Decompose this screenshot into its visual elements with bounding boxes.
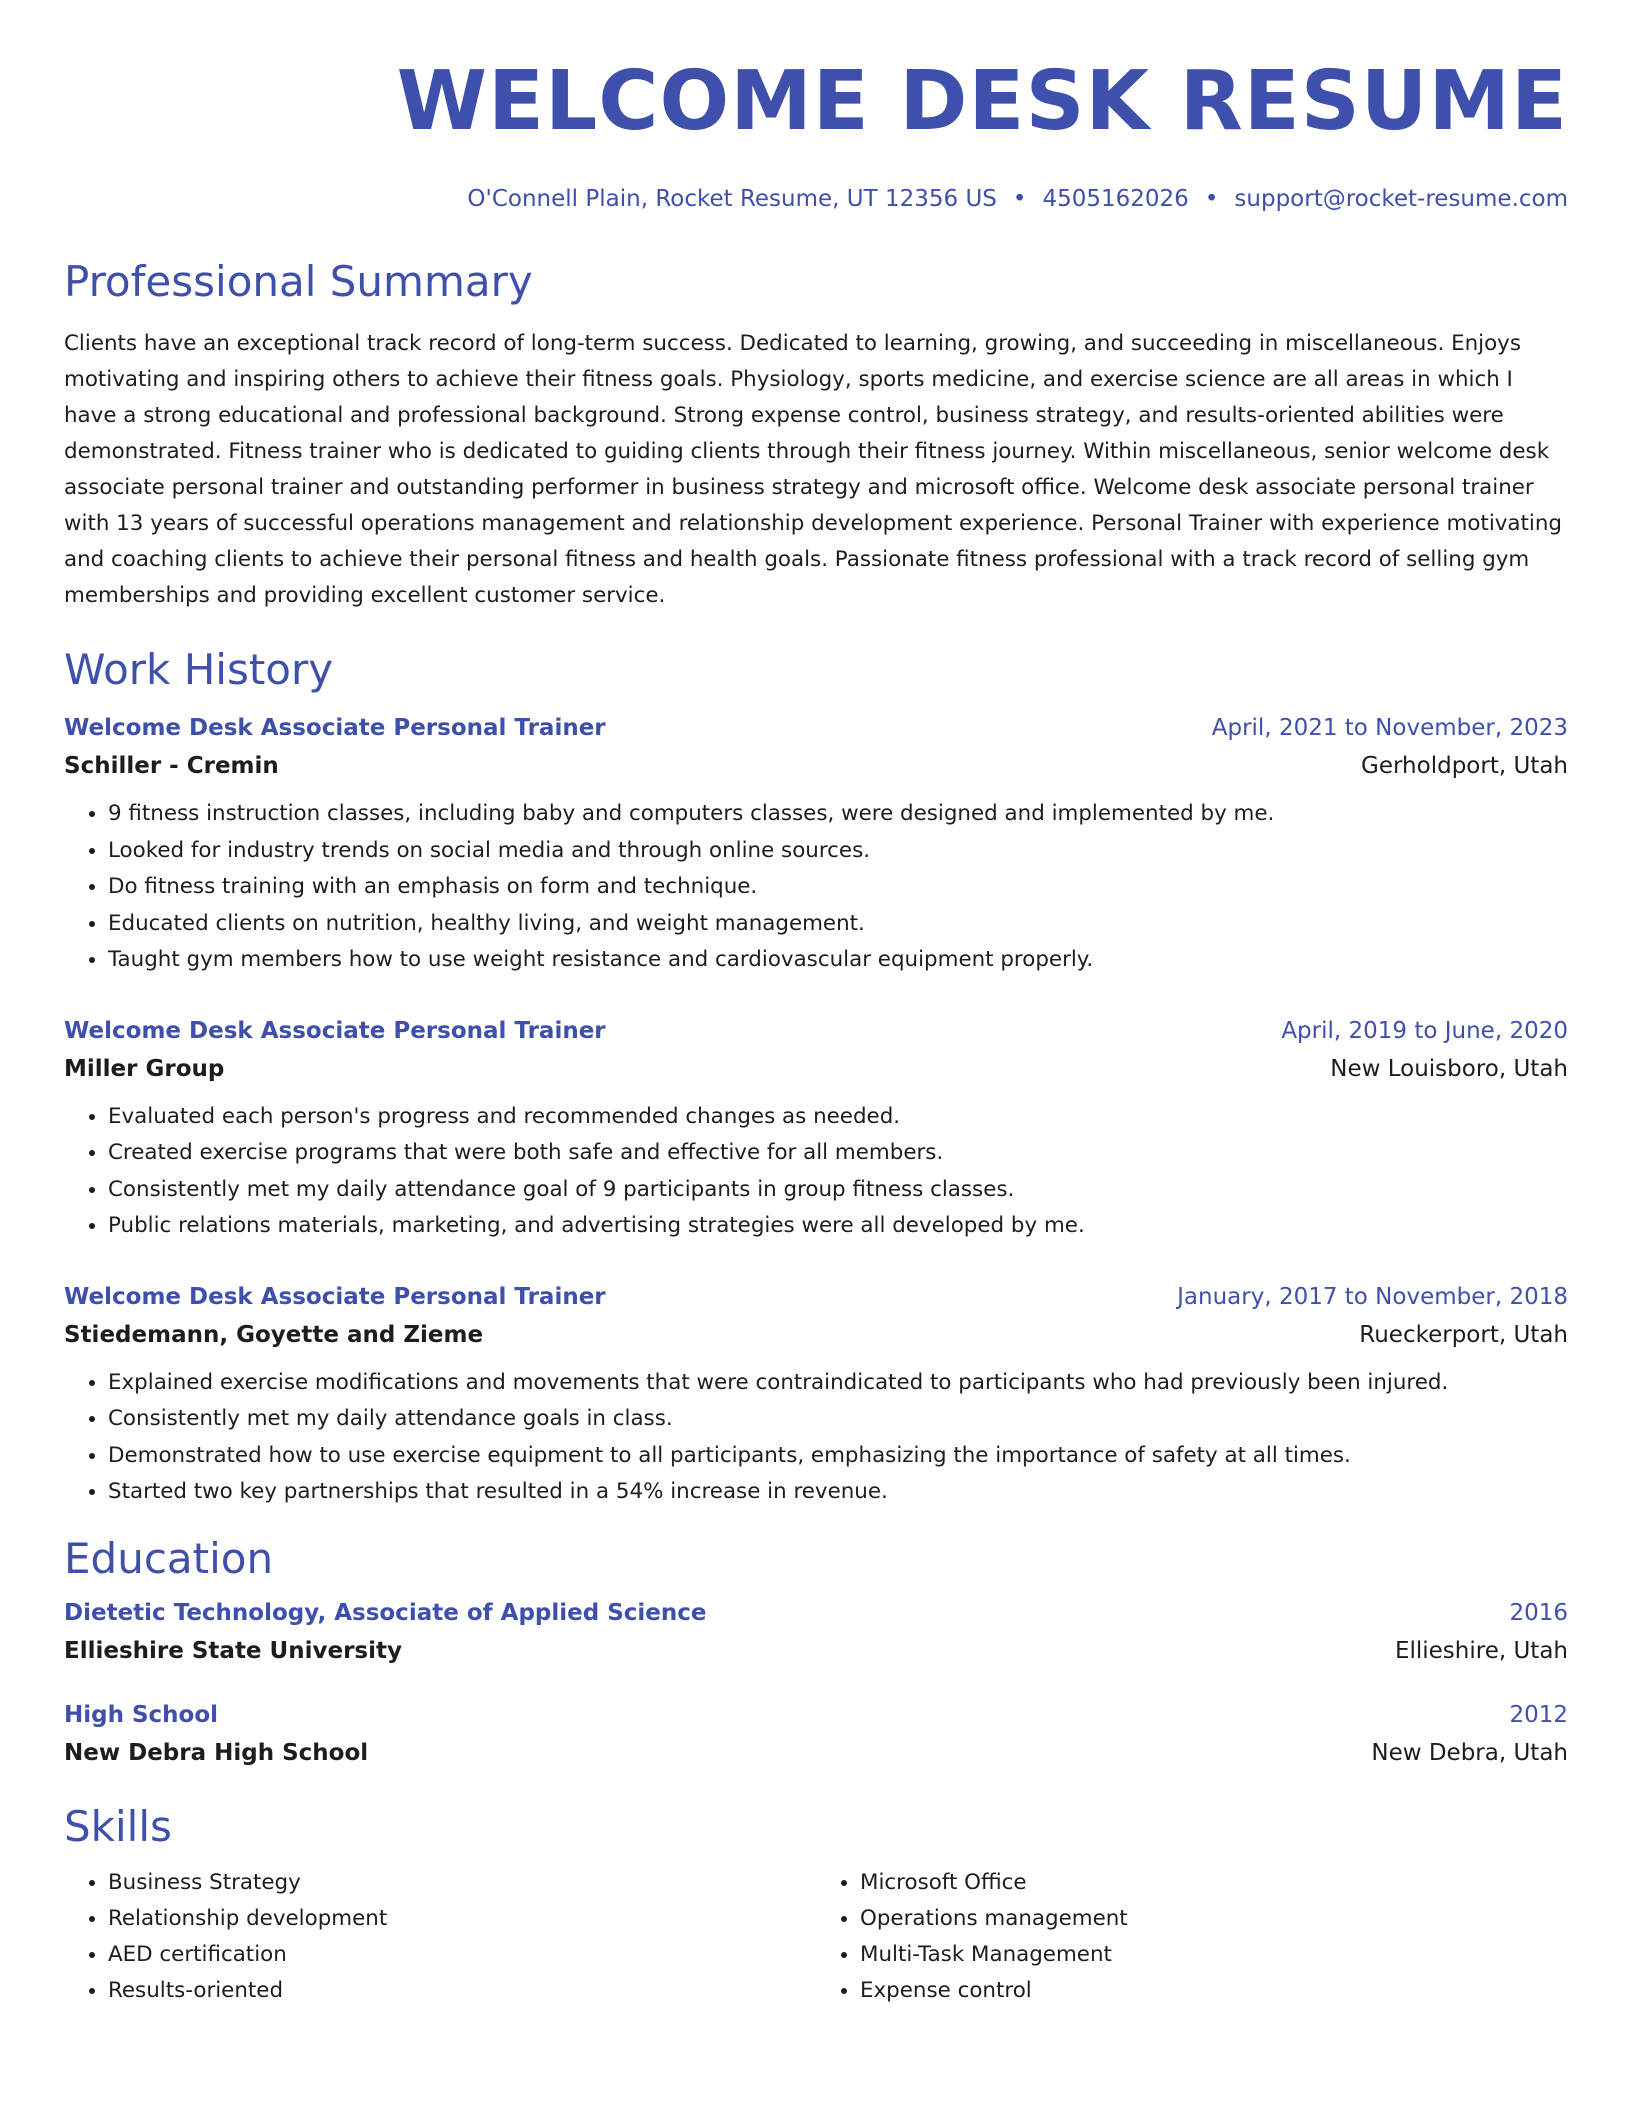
resume-name: WELCOME DESK RESUME — [396, 54, 1568, 149]
job-title: Welcome Desk Associate Personal Trainer — [64, 1283, 606, 1310]
contact-phone: 4505162026 — [1042, 186, 1189, 212]
job-bullet: • Educated clients on nutrition, healthy living, and weight management. — [108, 906, 1568, 943]
job-company: Miller Group — [64, 1055, 225, 1082]
skill-item: • Microsoft Office — [860, 1865, 1568, 1901]
education-degree-row — [64, 1595, 1568, 1631]
summary-text: Clients have an exceptional track record of long-term success. Dedicated to learning, growing, and succeeding in miscellaneous. Enjoys motivating and inspiring others to achieve their fitness goals. Physiology, sports medicine, and exercise science are all areas in which I have a strong educational and professional background. Strong expense control, business strategy, and results-oriented abilities were demonstrated. Fitness trainer who is dedicated to guiding clients through their fitness journey. Within miscellaneous, senior welcome desk associate personal trainer and outstanding performer in business strategy and microsoft office. Welcome desk associate personal trainer with 13 years of successful operations management and relationship development experience. Personal Trainer with experience motivating and coaching clients to achieve their personal fitness and health goals. Passionate fitness professional with a track record of selling gym memberships and providing excellent customer service. — [64, 331, 1562, 608]
job-bullet: • Created exercise programs that were both safe and effective for all members. — [108, 1135, 1568, 1172]
job-company-row — [64, 746, 1568, 786]
job-bullet: • Looked for industry trends on social media and through online sources. — [108, 833, 1568, 870]
education-school-row — [64, 1733, 1568, 1773]
education-year: 2016 — [1509, 1599, 1568, 1626]
skill-item: • Expense control — [860, 1973, 1568, 2009]
education-heading: Education — [64, 1533, 274, 1583]
skill-item: • Results-oriented — [108, 1973, 816, 2009]
skill-item: • Multi-Task Management — [860, 1937, 1568, 1973]
job-entry — [64, 1013, 1568, 1245]
summary-heading: Professional Summary — [64, 257, 533, 306]
job-company-row — [64, 1049, 1568, 1089]
education-location: Ellieshire, Utah — [1394, 1637, 1568, 1664]
job-bullet: • Consistently met my daily attendance goal of 9 participants in group fitness classes. — [108, 1172, 1568, 1209]
skills-column-left — [64, 1865, 816, 2009]
job-bullet: • Taught gym members how to use weight resistance and cardiovascular equipment properly. — [108, 942, 1568, 979]
job-bullets — [64, 796, 1568, 979]
job-dates: April, 2021 to November, 2023 — [1211, 715, 1568, 741]
job-title: Welcome Desk Associate Personal Trainer — [64, 715, 606, 741]
work-history-section — [64, 642, 1568, 1511]
job-bullet: • 9 fitness instruction classes, including baby and computers classes, were designed and implemented by me. — [108, 796, 1568, 833]
job-bullet: • Demonstrated how to use exercise equipment to all participants, emphasizing the importance of safety at all times. — [108, 1438, 1568, 1475]
job-bullet: • Consistently met my daily attendance goals in class. — [108, 1401, 1568, 1438]
job-dates: January, 2017 to November, 2018 — [1177, 1283, 1568, 1310]
job-bullets — [64, 1099, 1568, 1245]
job-bullet: • Evaluated each person's progress and recommended changes as needed. — [108, 1099, 1568, 1136]
contact-separator: • — [1204, 186, 1219, 212]
contact-separator: • — [1012, 186, 1027, 212]
job-title-row — [64, 710, 1568, 746]
job-entry — [64, 1279, 1568, 1511]
education-year: 2012 — [1509, 1701, 1568, 1728]
job-title: Welcome Desk Associate Personal Trainer — [64, 1017, 606, 1044]
skill-item: • Operations management — [860, 1901, 1568, 1937]
education-entry — [64, 1697, 1568, 1773]
skill-item: • AED certification — [108, 1937, 816, 1973]
skills-column-right — [816, 1865, 1568, 2009]
job-bullets — [64, 1365, 1568, 1511]
job-company: Schiller - Cremin — [64, 753, 279, 779]
education-entry — [64, 1595, 1568, 1671]
job-entry — [64, 710, 1568, 979]
job-location: Rueckerport, Utah — [1359, 1321, 1568, 1348]
education-degree-row — [64, 1697, 1568, 1733]
skill-item: • Relationship development — [108, 1901, 816, 1937]
job-location: New Louisboro, Utah — [1330, 1055, 1568, 1082]
job-dates: April, 2019 to June, 2020 — [1281, 1017, 1568, 1044]
skills-grid — [64, 1865, 1568, 2009]
job-bullet: • Explained exercise modifications and movements that were contraindicated to participants who had previously been injured. — [108, 1365, 1568, 1402]
skills-section — [64, 1799, 1568, 2009]
contact-email: support@rocket-resume.com — [1234, 186, 1568, 212]
education-school: Ellieshire State University — [64, 1637, 402, 1664]
summary-section — [64, 254, 1568, 614]
job-company-row — [64, 1315, 1568, 1355]
education-school: New Debra High School — [64, 1739, 369, 1766]
resume-header — [64, 0, 1568, 216]
education-section — [64, 1531, 1568, 1773]
work-history-heading: Work History — [64, 645, 334, 694]
education-school-row — [64, 1631, 1568, 1671]
job-title-row — [64, 1013, 1568, 1049]
job-title-row — [64, 1279, 1568, 1315]
job-bullet: • Started two key partnerships that resulted in a 54% increase in revenue. — [108, 1474, 1568, 1511]
skill-item: • Business Strategy — [108, 1865, 816, 1901]
education-degree: High School — [64, 1701, 219, 1728]
education-degree: Dietetic Technology, Associate of Applied Science — [64, 1599, 707, 1626]
job-location: Gerholdport, Utah — [1361, 753, 1568, 779]
education-location: New Debra, Utah — [1371, 1739, 1568, 1766]
job-bullet: • Do fitness training with an emphasis on form and technique. — [108, 869, 1568, 906]
contact-line — [64, 182, 1568, 216]
skills-heading: Skills — [64, 1801, 172, 1851]
job-bullet: • Public relations materials, marketing, and advertising strategies were all developed by me. — [108, 1208, 1568, 1245]
job-company: Stiedemann, Goyette and Zieme — [64, 1321, 484, 1348]
contact-address: O'Connell Plain, Rocket Resume, UT 12356 US — [467, 186, 997, 212]
